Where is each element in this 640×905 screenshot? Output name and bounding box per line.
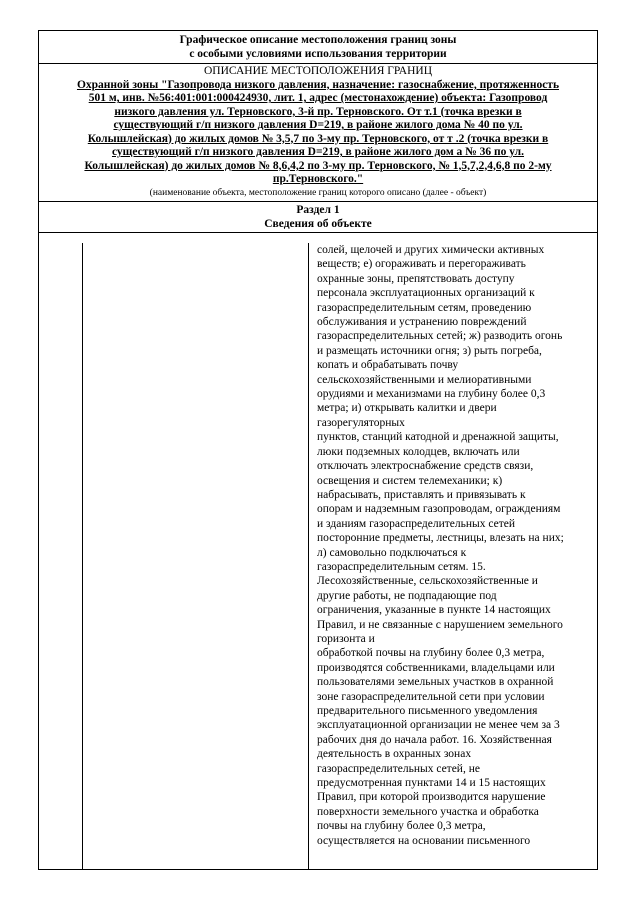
description-text-line: газораспределительных сетей, не: [317, 762, 480, 775]
description-text-line: эксплуатационной организации не менее чем за 3: [317, 719, 560, 732]
description-text-line: люки подземных колодцев, включать или: [317, 445, 520, 458]
description-text-line: набрасывать, приставлять и привязывать к: [317, 488, 526, 501]
description-text-line: пунктов, станций катодной и дренажной защиты,: [317, 431, 559, 444]
description-text-line: орудиями и механизмами на глубину более 0,3: [317, 388, 546, 401]
table-column-number: [39, 243, 83, 869]
description-text-line: почвы на глубину более 0,3 метра,: [317, 820, 486, 833]
section-header: [39, 202, 597, 233]
description-text-line: и зданиям газораспределительных сетей: [317, 517, 516, 530]
object-info-table: [39, 243, 597, 869]
object-name-line: пр.Терновского.": [272, 173, 364, 185]
title-line-2: с особыми условиями использования территории: [189, 48, 447, 60]
section-number: Раздел 1: [296, 203, 340, 216]
description-text-line: веществ; е) огораживать и перегораживать: [317, 258, 526, 271]
boundary-description-header: [39, 64, 597, 202]
document-title: [39, 31, 597, 64]
object-name-line: Колышлейская) до жилых домов № 3,5,7 по 3-му пр. Терновского, от т .2 (точка врезки в: [87, 132, 549, 145]
description-text-line: посторонние предметы, лестницы, влезать на них;: [317, 532, 564, 545]
description-text-line: копать и обрабатывать почву: [317, 359, 459, 372]
description-text-line: горизонта и: [317, 632, 375, 645]
description-text-line: газораспределительным сетям. 15.: [317, 560, 486, 573]
description-text-line: пользователями земельных участков в охранной: [317, 676, 554, 689]
document-sheet: [38, 30, 598, 870]
description-text-line: отключать электроснабжение средств связи,: [317, 460, 534, 473]
description-text-line: поверхности земельного участка и обработка: [317, 805, 539, 818]
description-text-line: обслуживания и устранению повреждений: [317, 316, 527, 329]
table-column-characteristic: [82, 243, 309, 869]
description-text-line: газораспределительных сетей; ж) разводить огонь: [317, 330, 563, 343]
description-text-line: освещения и систем телемеханики; к): [317, 474, 503, 487]
description-text-line: осуществляется на основании письменного: [317, 834, 531, 847]
description-text-line: производятся собственниками, владельцами или: [317, 661, 555, 674]
object-name-line: 501 м, инв. №56:401:001:000424930, лит. 1, адрес (местонахождение) объекта: Газопровод: [88, 92, 548, 104]
table-column-description: [309, 243, 597, 869]
description-text-line: Лесохозяйственные, сельскохозяйственные и: [317, 575, 538, 588]
description-text-line: охранные зоны, препятствовать доступу: [317, 272, 515, 285]
description-text-line: и размещать источники огня; з) рыть погреба,: [317, 344, 542, 357]
description-text-line: деятельность в охранных зонах: [317, 748, 472, 761]
description-text-line: персонала эксплуатационных организаций к: [317, 287, 535, 300]
description-text-line: предварительного письменного уведомления: [317, 705, 538, 717]
caps-title: ОПИСАНИЕ МЕСТОПОЛОЖЕНИЯ ГРАНИЦ: [203, 65, 433, 77]
description-text-line: Правил, при которой производится нарушение: [317, 791, 546, 804]
object-name-line: Охранной зоны "Газопровода низкого давления, назначение: газоснабжение, протяженность: [76, 78, 560, 91]
description-text-line: зоне газораспределительной сети при условии: [317, 690, 545, 703]
description-text-line: ограничения, указанные в пункте 14 настоящих: [317, 604, 551, 617]
description-text-line: обработкой почвы на глубину более 0,3 метра,: [317, 647, 545, 660]
title-line-1: Графическое описание местоположения границ зоны: [179, 34, 457, 46]
description-text-line: другие работы, не подпадающие под: [317, 589, 497, 602]
object-name-line: Колышлейская) до жилых домов № 8,6,4,2 по 3-му пр. Терновского, № 1,5,7,2,4,6,8 по 2-му: [84, 159, 552, 172]
description-text-line: рабочих дня до начала работ. 16. Хозяйственная: [317, 733, 552, 746]
object-name-line: существующий г/п низкого давления D=219, в районе жилого дом а № 36 по ул.: [111, 146, 525, 158]
description-text-line: газорегуляторных: [317, 416, 405, 429]
section-name: Сведения об объекте: [264, 217, 372, 230]
description-text-line: предусмотренная пунктами 14 и 15 настоящих: [317, 777, 546, 790]
description-text-line: сельскохозяйственными и мелиоративными: [317, 373, 532, 386]
description-text-line: л) самовольно подключаться к: [317, 546, 467, 559]
description-text-line: метра; и) открывать калитки и двери: [317, 402, 497, 415]
description-text-line: газораспределительным сетям, проведению: [317, 301, 532, 314]
description-text-line: Правил, и не связанные с нарушением земельного: [317, 618, 563, 631]
description-text-line: солей, щелочей и других химически активных: [317, 244, 545, 256]
object-name: [43, 79, 593, 187]
description-text-line: опорам и надземным газопроводам, ограждениям: [317, 503, 561, 516]
object-name-note: (наименование объекта, местоположение границ которого описано (далее - объект): [149, 187, 487, 198]
object-name-line: низкого давления ул. Терновского, 3-й пр. Терновского. От т.1 (точка врезки в: [114, 105, 522, 118]
object-name-line: существующий г/п низкого давления D=219, в районе жилого дома № 40 по ул.: [113, 119, 523, 131]
